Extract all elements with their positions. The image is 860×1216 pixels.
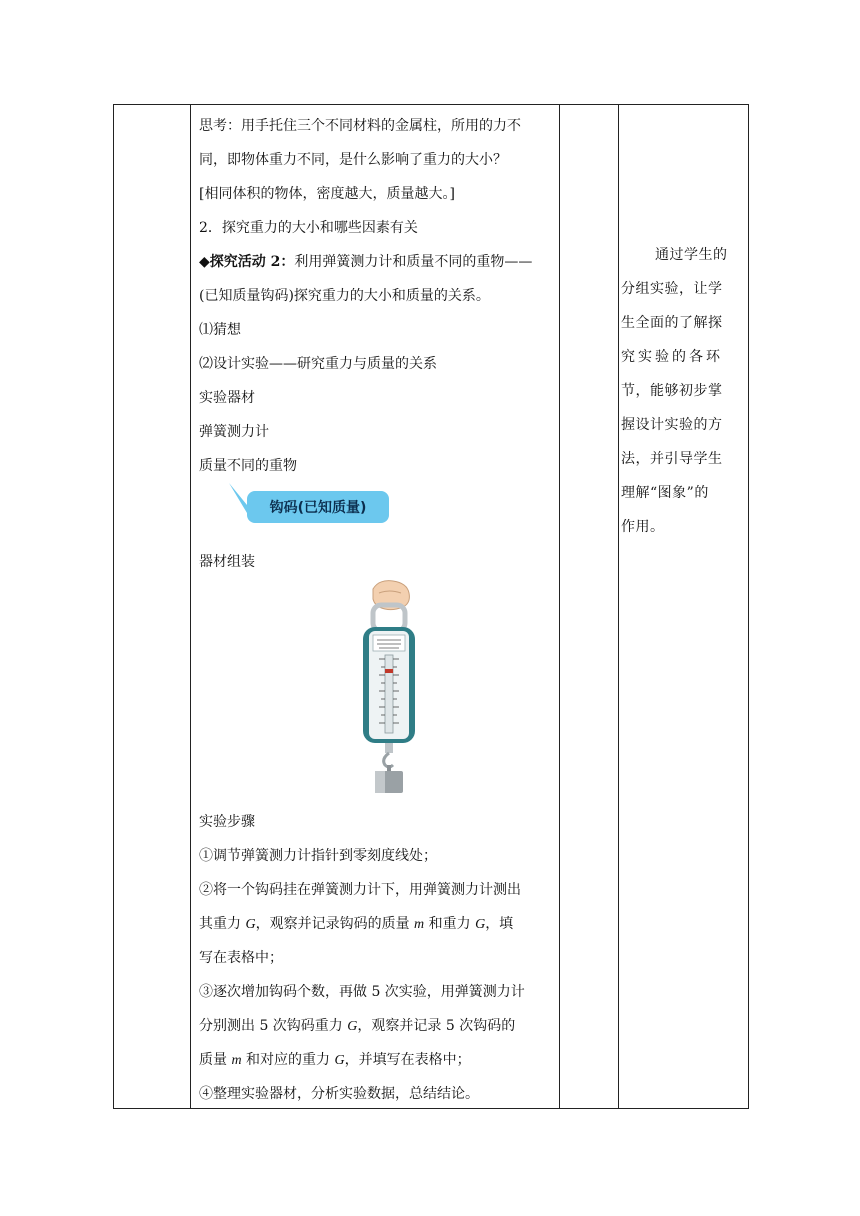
procedure-step-4: ④整理实验器材，分析实验数据，总结结论。 — [199, 1086, 479, 1102]
note-line: 法，并引导学生 — [621, 451, 723, 467]
section-title: 2．探究重力的大小和哪些因素有关 — [199, 220, 418, 236]
equipment-heading: 实验器材 — [199, 390, 255, 406]
text-span: 质量 — [199, 1052, 232, 1068]
note-line: 节，能够初步掌 — [621, 383, 723, 399]
design-note-cell — [621, 238, 745, 544]
table-divider — [559, 104, 560, 1109]
text-span: ，观察并记录 5 次钩码的 — [357, 1018, 516, 1034]
activity-text-1: 利用弹簧测力计和质量不同的重物—— — [294, 254, 533, 270]
text-span: ，并填写在表格中； — [344, 1052, 471, 1068]
assembly-heading: 器材组装 — [199, 554, 255, 570]
note-line: 究实验的各环 — [621, 349, 723, 365]
spring-scale-illustration — [349, 579, 429, 799]
symbol-m: m — [231, 1053, 242, 1068]
procedure-step-2b — [199, 907, 555, 941]
procedure-step-3c — [199, 1043, 555, 1077]
spring-scale-figure — [199, 579, 555, 805]
text-span: ，填 — [485, 916, 514, 932]
procedure-step-2a: ②将一个钩码挂在弹簧测力计下，用弹簧测力计测出 — [199, 882, 521, 898]
text-span: 和重力 — [424, 916, 476, 932]
activity-line-1 — [199, 245, 555, 279]
answer-text: [相同体积的物体，密度越大，质量越大。] — [199, 186, 455, 202]
note-line: 作用。 — [621, 519, 665, 535]
table-divider — [618, 104, 619, 1109]
procedure-step-3b — [199, 1009, 555, 1043]
callout-bubble — [199, 483, 555, 545]
table-divider — [190, 104, 191, 1109]
symbol-G: G — [245, 917, 256, 932]
text-span: 其重力 — [199, 916, 246, 932]
procedure-step-1: ①调节弹簧测力计指针到零刻度线处； — [199, 848, 437, 864]
text-span: 分别测出 5 次钩码重力 — [199, 1018, 348, 1034]
procedure-heading: 实验步骤 — [199, 814, 255, 830]
callout-label: 钩码(已知质量) — [247, 491, 389, 523]
note-line: 理解“图象”的 — [621, 485, 709, 501]
think-line-1: 思考：用手托住三个不同材料的金属柱，所用的力不 — [199, 118, 521, 134]
note-line: 生全面的了解探 — [621, 315, 723, 331]
equipment-item: 弹簧测力计 — [199, 424, 269, 440]
text-span: 和对应的重力 — [241, 1052, 335, 1068]
procedure-step-2c: 写在表格中； — [199, 950, 283, 966]
activity-line-2: (已知质量钩码)探究重力的大小和质量的关系。 — [199, 288, 490, 304]
note-line: 握设计实验的方 — [621, 417, 723, 433]
activity-label: ◆探究活动 2： — [199, 254, 295, 270]
text-span: ，观察并记录钩码的质量 — [255, 916, 415, 932]
note-line: 通过学生的 — [655, 247, 728, 263]
symbol-m: m — [414, 917, 425, 932]
procedure-step-3a: ③逐次增加钩码个数，再做 5 次实验，用弹簧测力计 — [199, 984, 525, 1000]
step-guess: ⑴猜想 — [199, 322, 241, 338]
symbol-G: G — [334, 1053, 345, 1068]
activity-content-cell — [199, 109, 555, 1111]
equipment-item: 质量不同的重物 — [199, 458, 297, 474]
note-line: 分组实验，让学 — [621, 281, 723, 297]
step-design: ⑵设计实验——研究重力与质量的关系 — [199, 356, 437, 372]
symbol-G: G — [475, 917, 486, 932]
think-line-2: 同，即物体重力不同，是什么影响了重力的大小？ — [199, 152, 507, 168]
symbol-G: G — [347, 1019, 358, 1034]
